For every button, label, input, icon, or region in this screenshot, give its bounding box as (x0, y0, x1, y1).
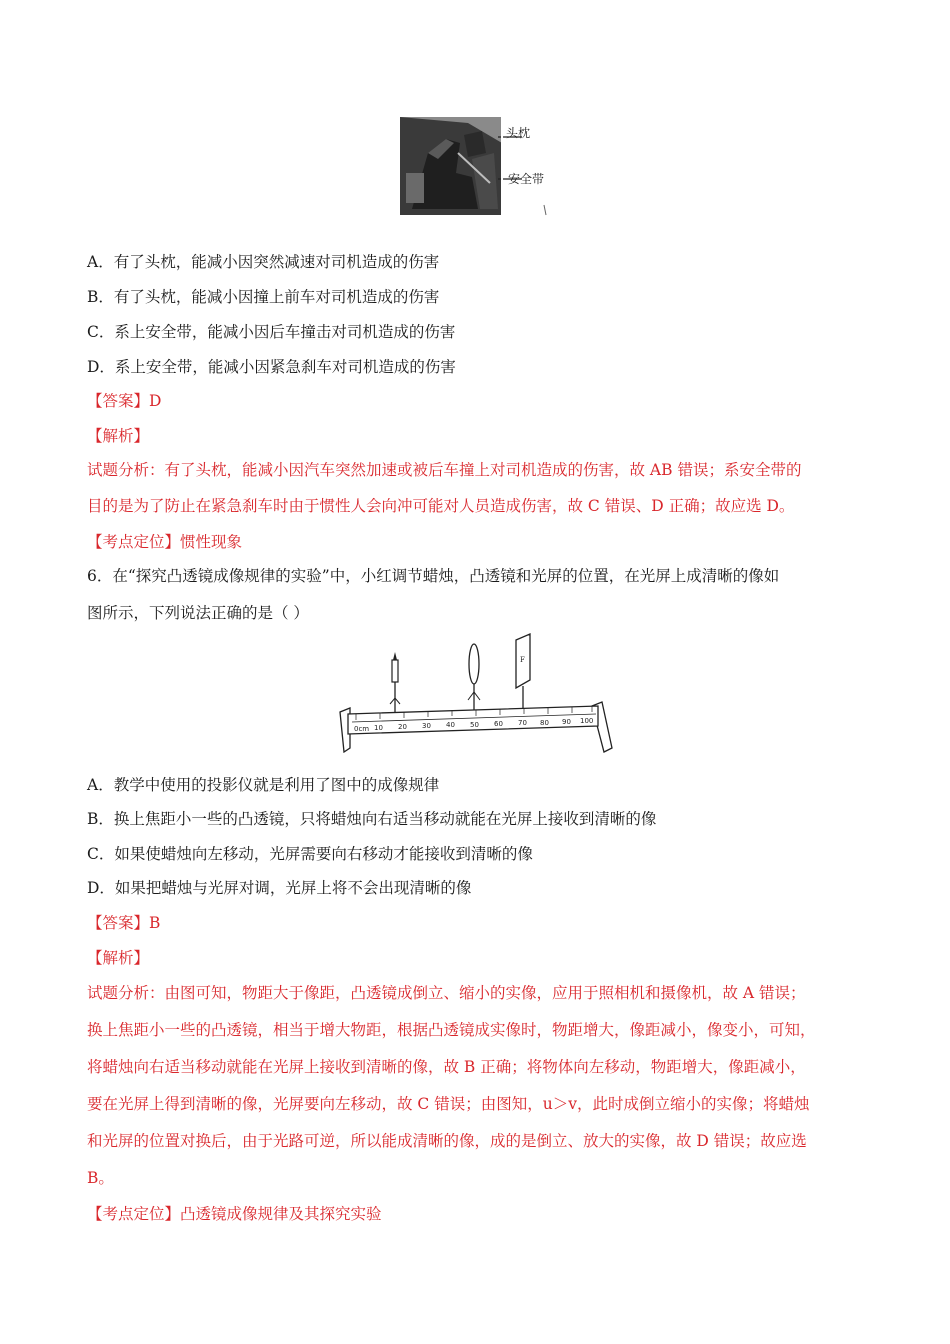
ruler-tick: 80 (540, 719, 549, 727)
seatbelt-label: 安全带 (508, 172, 545, 186)
ruler-tick: 50 (470, 721, 479, 729)
ruler-tick: 70 (518, 719, 527, 727)
q5-analysis-line-2: 目的是为了防止在紧急刹车时由于惯性人会向冲可能对人员造成伤害，故 C 错误、D 正确；故应选 D。 (87, 497, 795, 515)
q6-stem-line-2: 图所示，下列说法正确的是（ ） (87, 604, 309, 622)
q6-analysis-line-2: 换上焦距小一些的凸透镜，相当于增大物距，根据凸透镜成实像时，物距增大，像距减小，像变小，可知， (87, 1021, 816, 1039)
q6-analysis-line-3: 将蜡烛向右适当移动就能在光屏上接收到清晰的像，故 B 正确；将物体向左移动，物距增大，像距减小， (87, 1058, 806, 1076)
q6-option-b: B．换上焦距小一些的凸透镜，只将蜡烛向右适当移动就能在光屏上接收到清晰的像 (87, 810, 657, 828)
answer-label: 【答案】 (87, 914, 150, 932)
q5-topic (87, 532, 242, 552)
headrest-label: 头枕 (506, 126, 531, 140)
ruler-tick: 60 (494, 720, 503, 728)
answer-value: D (149, 392, 162, 410)
topic-label: 【考点定位】 (87, 533, 181, 551)
q5-analysis-line-1: 试题分析：有了头枕，能减小因汽车突然加速或被后车撞上对司机造成的伤害，故 AB 错误；系安全带的 (87, 461, 802, 479)
q5-option-b: B．有了头枕，能减小因撞上前车对司机造成的伤害 (87, 288, 440, 306)
optical-bench-figure (330, 630, 620, 754)
light-screen (516, 634, 530, 718)
q5-analysis-label: 【解析】 (87, 427, 150, 445)
q6-analysis-line-5: 和光屏的位置对换后，由于光路可逆，所以能成清晰的像，成的是倒立、放大的实像，故 D 错误；故应选 (87, 1132, 807, 1150)
topic-value: 凸透镜成像规律及其探究实验 (180, 1205, 382, 1223)
q6-analysis-line-1: 试题分析：由图可知，物距大于像距，凸透镜成倒立、缩小的实像，应用于照相机和摄像机，故 A 错误； (87, 984, 806, 1002)
q6-topic (87, 1204, 382, 1224)
q5-option-d: D．系上安全带，能减小因紧急刹车对司机造成的伤害 (87, 358, 456, 376)
q6-option-d: D．如果把蜡烛与光屏对调，光屏上将不会出现清晰的像 (87, 879, 472, 897)
ruler-tick: 10 (374, 724, 383, 732)
q5-answer (87, 391, 161, 411)
q6-option-a: A．教学中使用的投影仪就是利用了图中的成像规律 (87, 776, 440, 794)
q6-analysis-line-4: 要在光屏上得到清晰的像，光屏要向左移动，故 C 错误；由图知，u＞v，此时成倒立缩小的实像；将蜡烛 (87, 1095, 810, 1113)
q6-analysis-label: 【解析】 (87, 949, 150, 967)
car-seat-figure (398, 113, 558, 219)
q6-option-c: C．如果使蜡烛向左移动，光屏需要向右移动才能接收到清晰的像 (87, 845, 533, 863)
answer-value: B (149, 914, 161, 932)
q6-analysis-line-6: B。 (87, 1169, 114, 1187)
convex-lens (468, 644, 480, 718)
answer-label: 【答案】 (87, 392, 150, 410)
ruler-tick: 40 (446, 721, 455, 729)
q5-option-a: A．有了头枕，能减小因突然减速对司机造成的伤害 (87, 253, 440, 271)
candle (390, 652, 400, 718)
ruler-tick: 20 (398, 723, 407, 731)
q6-stem-line-1: 6．在“探究凸透镜成像规律的实验”中，小红调节蜡烛，凸透镜和光屏的位置，在光屏上成清晰的像如 (87, 567, 780, 585)
ruler-tick: 100 (580, 717, 594, 725)
q6-answer (87, 913, 160, 933)
ruler-tick: 30 (422, 722, 431, 730)
topic-value: 惯性现象 (180, 533, 243, 551)
topic-label: 【考点定位】 (87, 1205, 181, 1223)
ruler-tick: 90 (562, 718, 571, 726)
ruler-tick: 0cm (354, 725, 370, 733)
q5-option-c: C．系上安全带，能减小因后车撞击对司机造成的伤害 (87, 323, 456, 341)
svg-text:F: F (520, 656, 525, 664)
